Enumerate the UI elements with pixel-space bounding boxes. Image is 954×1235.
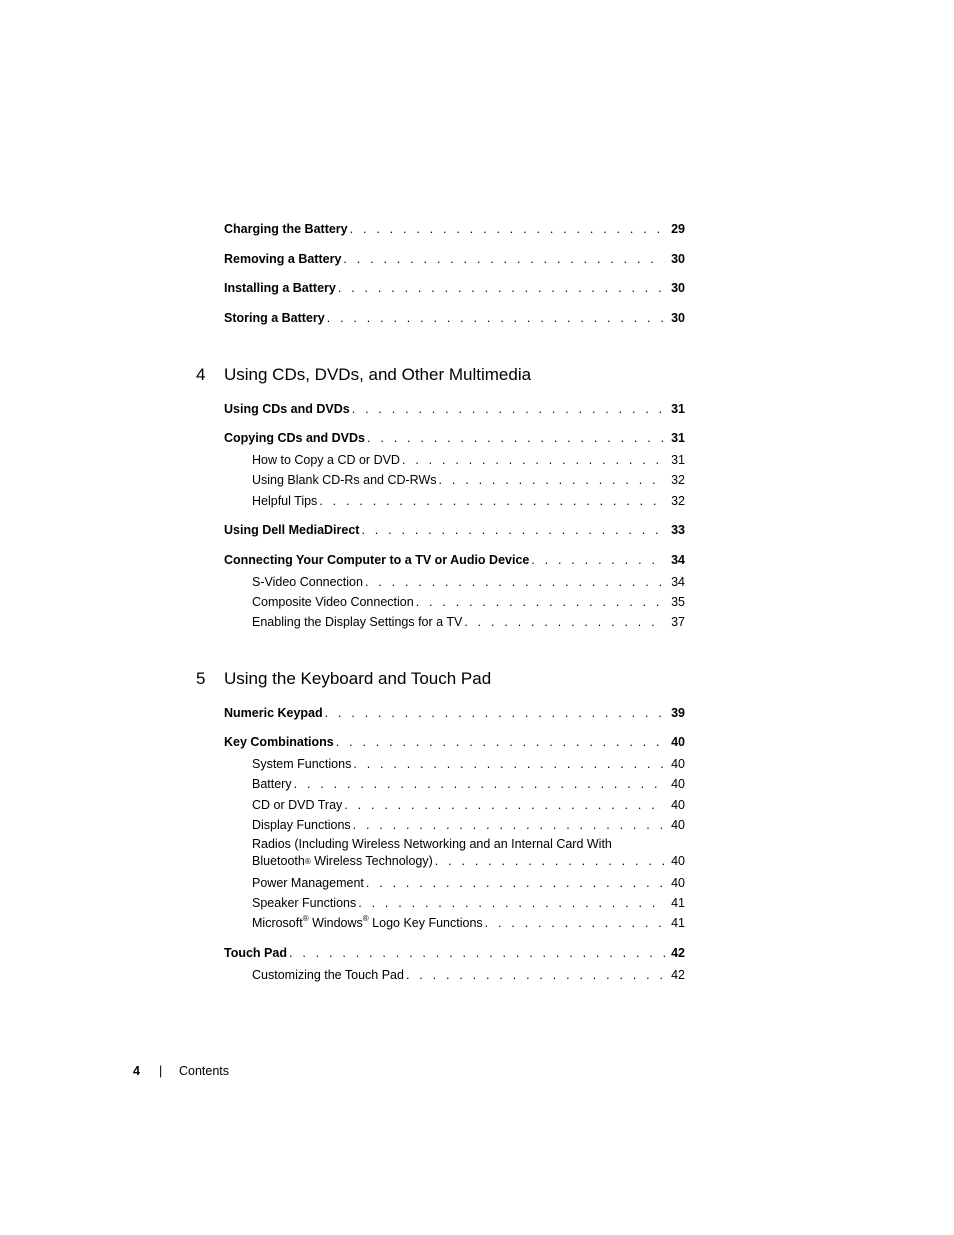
toc-entry-page: 31 (671, 453, 685, 467)
toc-entry[interactable] (224, 221, 685, 237)
toc-entry-page: 42 (671, 946, 685, 960)
toc-entry-title: Installing a Battery (224, 281, 336, 295)
dot-leader (485, 915, 665, 931)
toc-entry-title-part: Wireless Technology) (310, 854, 433, 868)
toc-entry-page: 32 (671, 473, 685, 487)
toc-subentry[interactable] (252, 756, 685, 772)
toc-entry-title: How to Copy a CD or DVD (252, 453, 400, 467)
dot-leader (358, 895, 665, 911)
dot-leader (289, 945, 665, 961)
toc-entry-title: Helpful Tips (252, 494, 318, 508)
toc-subentry[interactable] (252, 836, 685, 870)
dot-leader (353, 817, 665, 833)
toc-entry-page: 40 (671, 777, 685, 791)
registered-mark: ® (362, 913, 369, 923)
toc-entry-title-part: Windows (308, 916, 363, 930)
toc-entry-title: Composite Video Connection (252, 595, 414, 609)
dot-leader (366, 875, 665, 891)
toc-subentry[interactable] (252, 574, 685, 590)
dot-leader (416, 594, 665, 610)
toc-entry-title: Storing a Battery (224, 311, 325, 325)
toc-entry[interactable] (224, 705, 685, 721)
toc-entry-page: 37 (671, 615, 685, 629)
chapter-heading[interactable] (196, 365, 531, 385)
toc-subentry[interactable] (252, 594, 685, 610)
footer-page-number: 4 (133, 1064, 140, 1078)
toc-subentry[interactable] (252, 776, 685, 792)
dot-leader (325, 705, 665, 721)
toc-entry-title: CD or DVD Tray (252, 798, 343, 812)
toc-entry-title (252, 915, 483, 931)
footer-section-label: Contents (179, 1064, 230, 1078)
toc-entry-page: 40 (671, 854, 685, 868)
dot-leader (352, 401, 665, 417)
toc-entry-title: Removing a Battery (224, 252, 342, 266)
toc-entry-page: 30 (671, 311, 685, 325)
toc-entry-title: Battery (252, 777, 292, 791)
toc-entry[interactable] (224, 734, 685, 750)
chapter-title: Using CDs, DVDs, and Other Multimedia (224, 365, 532, 384)
toc-entry-title: Using Dell MediaDirect (224, 523, 360, 537)
toc-entry-title: Charging the Battery (224, 222, 348, 236)
dot-leader (402, 452, 665, 468)
toc-entry-page: 29 (671, 222, 685, 236)
dot-leader (361, 522, 665, 538)
dot-leader (350, 221, 665, 237)
chapter-heading[interactable] (196, 669, 491, 689)
toc-entry-page: 42 (671, 968, 685, 982)
dot-leader (336, 734, 665, 750)
chapter-number: 4 (196, 365, 206, 384)
toc-entry-title: Customizing the Touch Pad (252, 968, 404, 982)
toc-entry[interactable] (224, 945, 685, 961)
toc-entry[interactable] (224, 552, 685, 568)
toc-subentry[interactable] (252, 452, 685, 468)
dot-leader (319, 493, 665, 509)
toc-entry-title: Speaker Functions (252, 896, 357, 910)
toc-subentry[interactable] (252, 614, 685, 630)
toc-entry-page: 41 (671, 896, 685, 910)
toc-entry[interactable] (224, 430, 685, 446)
toc-entry-page: 40 (671, 757, 685, 771)
dot-leader (464, 614, 665, 630)
toc-entry-title: Enabling the Display Settings for a TV (252, 615, 463, 629)
toc-entry-page: 30 (671, 252, 685, 266)
dot-leader (435, 853, 665, 870)
toc-subentry[interactable] (252, 915, 685, 931)
toc-subentry[interactable] (252, 472, 685, 488)
dot-leader (327, 310, 665, 326)
dot-leader (338, 280, 665, 296)
toc-subentry[interactable] (252, 817, 685, 833)
dot-leader (531, 552, 665, 568)
dot-leader (294, 776, 665, 792)
dot-leader (367, 430, 665, 446)
chapter-number: 5 (196, 669, 206, 688)
toc-entry-title-line2: Bluetooth ® Wireless Technology) . . . 40 (252, 853, 685, 870)
toc-entry-title: System Functions (252, 757, 352, 771)
toc-subentry[interactable] (252, 875, 685, 891)
toc-subentry[interactable] (252, 967, 685, 983)
chapter-title: Using the Keyboard and Touch Pad (224, 669, 492, 688)
dot-leader (353, 756, 665, 772)
toc-entry-title-part: Bluetooth (252, 854, 305, 868)
toc-entry-page: 40 (671, 876, 685, 890)
toc-entry-page: 35 (671, 595, 685, 609)
toc-entry-page: 40 (671, 818, 685, 832)
registered-mark: ® (302, 913, 309, 923)
toc-entry-page: 34 (671, 575, 685, 589)
toc-entry[interactable] (224, 280, 685, 296)
toc-entry-title: Key Combinations (224, 735, 334, 749)
toc-entry-title: Connecting Your Computer to a TV or Audio Device (224, 553, 530, 567)
toc-subentry[interactable] (252, 493, 685, 509)
toc-entry-page: 32 (671, 494, 685, 508)
toc-entry-title: S-Video Connection (252, 575, 363, 589)
toc-entry-title: Display Functions (252, 818, 351, 832)
toc-entry-page: 40 (671, 735, 685, 749)
toc-entry-title-part: Microsoft (252, 916, 303, 930)
dot-leader (439, 472, 665, 488)
toc-entry-page: 41 (671, 916, 685, 930)
page-footer (133, 1063, 229, 1079)
toc-entry-page: 30 (671, 281, 685, 295)
toc-entry[interactable] (224, 251, 685, 267)
toc-entry-page: 33 (671, 523, 685, 537)
toc-entry-title: Using Blank CD-Rs and CD-RWs (252, 473, 437, 487)
dot-leader (365, 574, 665, 590)
toc-entry-page: 31 (671, 431, 685, 445)
toc-entry[interactable] (224, 401, 685, 417)
toc-entry[interactable] (224, 522, 685, 538)
toc-entry-page: 31 (671, 402, 685, 416)
toc-entry-title: Numeric Keypad (224, 706, 323, 720)
dot-leader (406, 967, 665, 983)
footer-separator: | (159, 1064, 163, 1078)
toc-entry-title-line1: Radios (Including Wireless Networking and an Internal Card With (252, 837, 612, 851)
dot-leader (344, 797, 665, 813)
toc-subentry[interactable] (252, 797, 685, 813)
toc-entry-title-part: Logo Key Functions (368, 916, 483, 930)
toc-entry-page: 39 (671, 706, 685, 720)
toc-entry-title: Copying CDs and DVDs (224, 431, 365, 445)
toc-entry-page: 40 (671, 798, 685, 812)
toc-entry[interactable] (224, 310, 685, 326)
toc-subentry[interactable] (252, 895, 685, 911)
toc-entry-page: 34 (671, 553, 685, 567)
toc-entry-title: Using CDs and DVDs (224, 402, 350, 416)
toc-entry-title: Touch Pad (224, 946, 287, 960)
toc-entry-title: Power Management (252, 876, 364, 890)
dot-leader (343, 251, 665, 267)
